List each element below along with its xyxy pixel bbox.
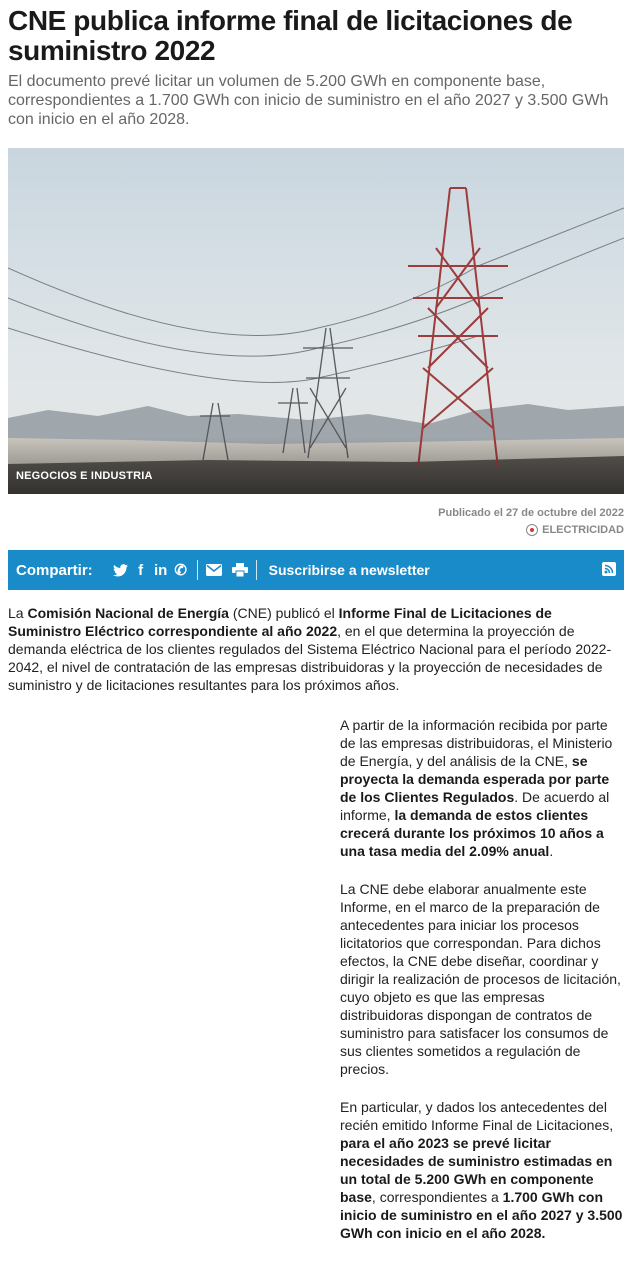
article-title: CNE publica informe final de licitaciones de suministro 2022 bbox=[8, 5, 573, 66]
tag-label: ELECTRICIDAD bbox=[542, 524, 624, 536]
twitter-icon[interactable] bbox=[111, 564, 131, 577]
share-label: Compartir: bbox=[16, 561, 93, 579]
share-divider bbox=[197, 560, 198, 580]
category-label[interactable]: NEGOCIOS E INDUSTRIA bbox=[16, 470, 153, 482]
linkedin-icon[interactable]: in bbox=[154, 561, 168, 579]
facebook-icon[interactable]: f bbox=[138, 561, 144, 579]
hero-image bbox=[8, 148, 624, 494]
rss-icon[interactable] bbox=[602, 562, 616, 576]
body-paragraph-2: La CNE debe elaborar anualmente este Informe, en el marco de la preparación de antecedentes para iniciar los procesos licitatorios que correspondan. Para dichos efectos, la CNE debe diseñar, coordinar y dirigir la realización de procesos de licitación, cuyo objeto es que las empresas distribuidoras dispongan de contratos de suministro para satisfacer los consumos de sus clientes sometidos a regulación de precios. bbox=[340, 881, 621, 1077]
power-lines-illustration bbox=[8, 148, 624, 494]
publish-date: Publicado el 27 de octubre del 2022 bbox=[438, 507, 624, 519]
tag-dot-icon bbox=[526, 524, 538, 536]
tag-electricidad[interactable] bbox=[526, 524, 624, 536]
share-divider bbox=[256, 560, 257, 580]
email-icon[interactable] bbox=[204, 564, 224, 576]
share-bar bbox=[8, 550, 624, 590]
newsletter-link[interactable]: Suscribirse a newsletter bbox=[268, 562, 430, 578]
article-subtitle: El documento prevé licitar un volumen de 5.200 GWh en componente base, correspondientes a 1.700 GWh con inicio de suministro en el año 2027 y 3.500 GWh con inicio en el año 2028. bbox=[8, 73, 609, 128]
body-paragraph-3: En particular, y dados los antecedentes del recién emitido Informe Final de Licitaciones, para el año 2023 se prevé licitar necesidades de suministro estimadas en un total de 5.200 GWh en componente base, correspondientes a 1.700 GWh con inicio de suministro en el año 2027 y 3.500 GWh con inicio en el año 2028. bbox=[340, 1099, 623, 1241]
whatsapp-icon[interactable]: ✆ bbox=[174, 562, 187, 579]
lead-paragraph: La Comisión Nacional de Energía (CNE) publicó el Informe Final de Licitaciones de Suministro Eléctrico correspondiente al año 2022, en el que determina la proyección de demanda eléctrica de los clientes regulados del Sistema Eléctrico Nacional para el período 2022-2042, el nivel de contratación de las empresas distribuidoras y la proyección de necesidades de suministro y de licitaciones resultantes para los próximos años. bbox=[8, 605, 612, 693]
print-icon[interactable] bbox=[230, 563, 250, 577]
body-paragraph-1: A partir de la información recibida por parte de las empresas distribuidoras, el Ministerio de Energía, y del análisis de la CNE, se proyecta la demanda esperada por parte de los Clientes Regulados. De acuerdo al informe, la demanda de estos clientes crecerá durante los próximos 10 años a una tasa media del 2.09% anual. bbox=[340, 717, 613, 859]
